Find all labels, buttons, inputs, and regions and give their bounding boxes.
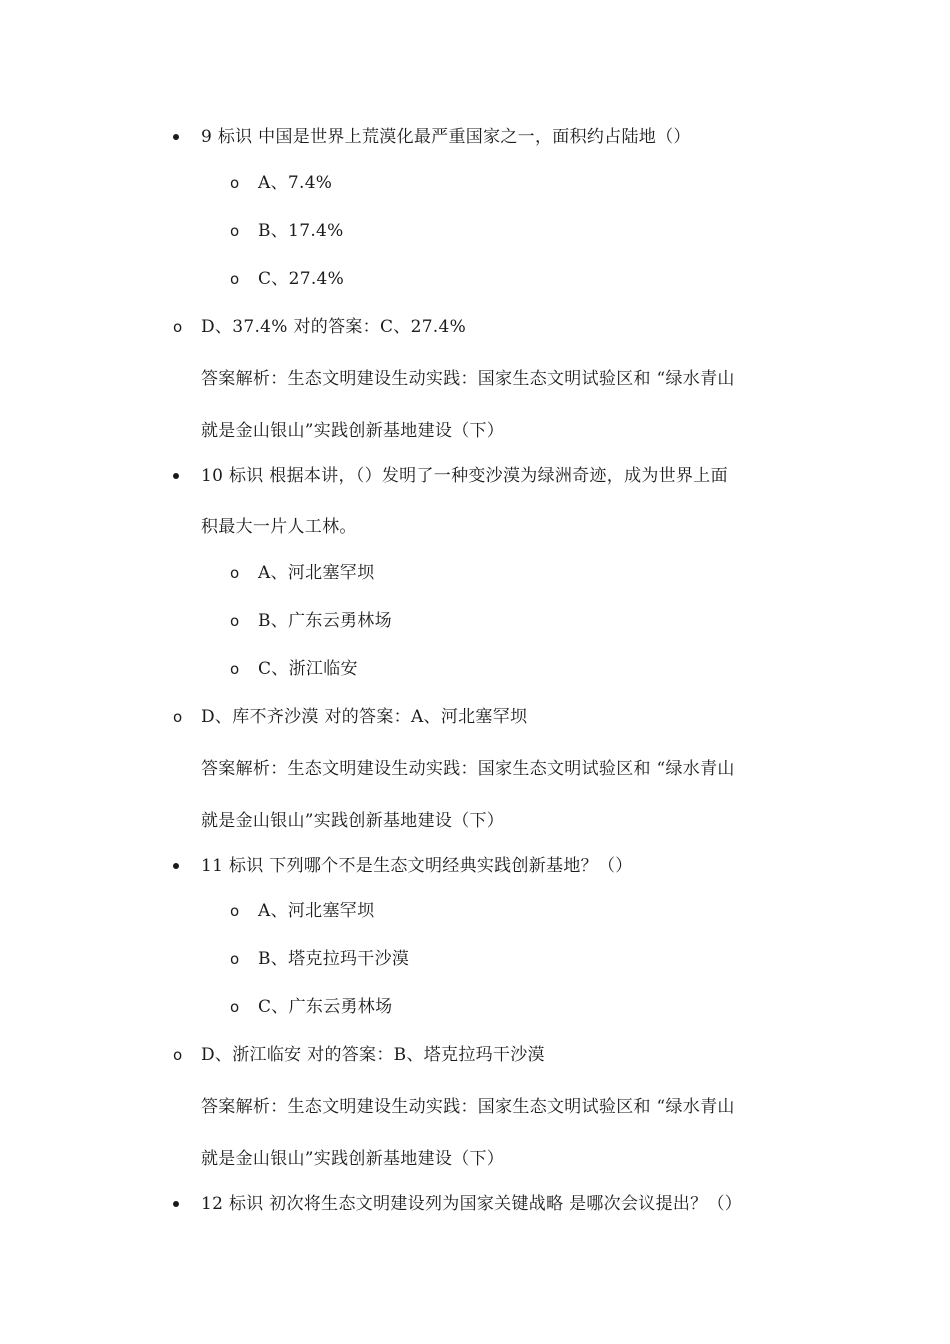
analysis-line-1: 答案解析：生态文明建设生动实践：国家生态文明试验区和 “绿水青山 [201,1097,735,1117]
question-text: 根据本讲，（）发明了一种变沙漠为绿洲奇迹，成为世界上面 [269,466,728,486]
question-12 [201,1193,742,1215]
sub-bullet: o [230,222,240,240]
analysis-line-2: 就是金山银山”实践创新基地建设（下） [201,811,505,831]
correct-answer: 对的答案：C、27.4% [293,317,467,337]
question-number: 10 [201,466,224,486]
option-d: D、浙江临安 [201,1045,302,1065]
question-text: 中国是世界上荒漠化最严重国家之一，面积约占陆地（） [258,127,691,147]
question-number: 11 [201,856,224,876]
option-c: C、广东云勇林场 [258,997,393,1017]
option-a: A、7.4% [258,173,333,193]
option-d: D、库不齐沙漠 [201,707,319,727]
sub-bullet: o [230,660,240,678]
question-10 [201,465,728,487]
correct-answer: 对的答案：A、河北塞罕坝 [324,707,528,727]
question-10-continued: 积最大一片人工林。 [201,517,357,537]
sub-bullet: o [173,318,183,336]
question-tag: 标识 [228,466,264,486]
question-9 [201,126,691,148]
option-a: A、河北塞罕坝 [258,563,375,583]
option-c: C、27.4% [258,269,345,289]
question-tag: 标识 [228,1194,264,1214]
analysis-line-1: 答案解析：生态文明建设生动实践：国家生态文明试验区和 “绿水青山 [201,759,735,779]
question-number: 9 [201,127,213,147]
option-d-with-answer [201,706,527,728]
sub-bullet: o [230,902,240,920]
option-d: D、37.4% [201,317,288,337]
option-d-with-answer [201,316,466,338]
option-c: C、浙江临安 [258,659,358,679]
option-d-with-answer [201,1044,545,1066]
bullet-q12 [173,1201,179,1207]
sub-bullet: o [230,950,240,968]
analysis-line-2: 就是金山银山”实践创新基地建设（下） [201,1149,505,1169]
question-11 [201,855,633,877]
bullet-q10 [173,473,179,479]
sub-bullet: o [173,1046,183,1064]
option-b: B、17.4% [258,221,344,241]
question-number: 12 [201,1194,224,1214]
question-text: 初次将生态文明建设列为国家关键战略 是哪次会议提出？（） [269,1194,743,1214]
question-tag: 标识 [217,127,253,147]
sub-bullet: o [173,708,183,726]
option-b: B、塔克拉玛干沙漠 [258,949,410,969]
correct-answer: 对的答案：B、塔克拉玛干沙漠 [307,1045,545,1065]
sub-bullet: o [230,174,240,192]
bullet-q9 [173,134,179,140]
option-a: A、河北塞罕坝 [258,901,375,921]
option-b: B、广东云勇林场 [258,611,392,631]
sub-bullet: o [230,998,240,1016]
sub-bullet: o [230,612,240,630]
sub-bullet: o [230,564,240,582]
bullet-q11 [173,863,179,869]
question-tag: 标识 [228,856,264,876]
question-text: 下列哪个不是生态文明经典实践创新基地？（） [269,856,633,876]
sub-bullet: o [230,270,240,288]
analysis-line-1: 答案解析：生态文明建设生动实践：国家生态文明试验区和 “绿水青山 [201,369,735,389]
analysis-line-2: 就是金山银山”实践创新基地建设（下） [201,421,505,441]
